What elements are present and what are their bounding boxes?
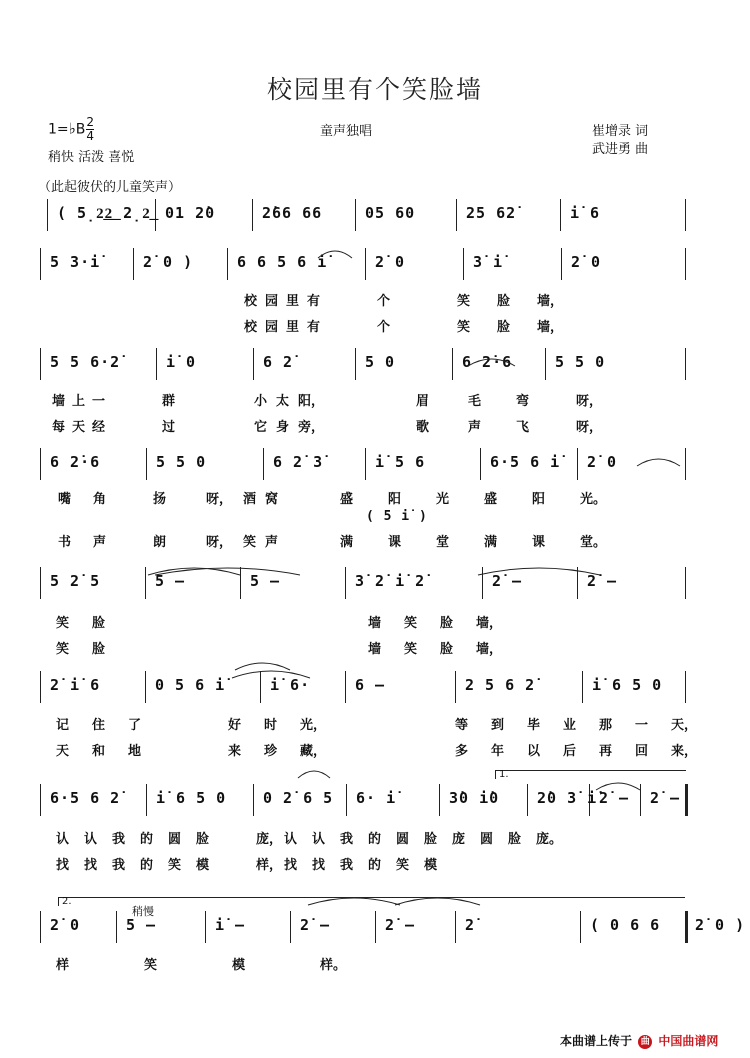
lyric-syllable: 身 [276,420,290,435]
lyric-syllable: 地 [128,744,142,759]
lyric-syllable: 脸 [497,320,511,335]
tie-arc [478,568,600,575]
slow-marking: 稍慢 [132,905,154,918]
lyric-syllable: 盛 [484,492,498,507]
measure-notes: 5 – [250,572,281,590]
measure-notes: 5 3·i̇ [50,253,101,271]
lyric-syllable: 笑 [144,958,158,973]
lyric-syllable: 满 [484,535,498,550]
measure-notes: 2̇ – [587,572,618,590]
key-prefix: 1= [48,121,69,138]
lyric-syllable: 的 [140,832,154,847]
measure-notes: 2̇ [465,916,476,934]
lyric-syllable: 认 [284,832,298,847]
lyric-syllable: 一 [92,394,106,409]
lyric-syllable: 的 [368,832,382,847]
measure-notes: ( 5̣2͟2͟ 2̣2͟ [57,204,151,222]
measure-notes: 2̇ – [385,916,416,934]
measure-notes: 6 2̇·6 [50,453,101,471]
lyric-syllable: 多 [455,744,469,759]
lyric-syllable: 书 [58,535,72,550]
lyric-syllable: 里 [286,320,300,335]
lyric-syllable: 到 [491,718,505,733]
tie-arc [395,898,480,905]
lyric-syllable: 认 [56,832,70,847]
measure-notes: 3̇ i̇ [473,253,504,271]
measure-notes: 5 5 0 [156,453,207,471]
lyric-syllable: 记 [56,718,70,733]
measure-notes: 5 0 [365,353,396,371]
lyric-syllable: 阳 [388,492,402,507]
measure-notes: 2̇0 3̇ i̇ [537,789,598,807]
measure-notes: 2̇ – [492,572,523,590]
lyric-syllable: 等 [455,718,469,733]
lyric-syllable: 墙 [368,616,382,631]
measure-notes: i̇ 6 [570,204,601,222]
measure-notes: 3̇ 2̇ i̇ 2̇ [355,572,426,590]
lyric-syllable: 园 [265,320,279,335]
intro-annotation: （此起彼伏的儿童笑声） [38,180,182,195]
lyric-syllable: 业 [563,718,577,733]
lyric-syllable: 毕 [527,718,541,733]
lyric-syllable: 声 [468,420,482,435]
measure-notes: 2̇ – [650,789,681,807]
lyric-syllable: 脸 [92,642,106,657]
lyric-syllable: 模 [424,858,438,873]
lyric-syllable: 光 [436,492,450,507]
lyric-syllable: 堂。 [580,535,607,550]
measure-notes: 3̇0 i̇0 [449,789,500,807]
lyric-syllable: 再 [599,744,613,759]
performance-type: 童声独唱 [320,124,373,139]
lyric-syllable: 呀， [206,535,233,550]
measure-notes: 6· i̇ [356,789,397,807]
lyric-syllable: 我 [340,832,354,847]
lyric-syllable: 笑 [168,858,182,873]
lyric-syllable: 光， [300,718,327,733]
lyric-syllable: 圆 [396,832,410,847]
lyric-syllable: 声 [93,535,107,550]
measure-notes: i̇ 5 6 [375,453,426,471]
lyric-syllable: 我 [112,832,126,847]
tie-arc [232,671,310,678]
lyric-syllable: 笑 [56,642,70,657]
lyric-syllable: 和 [92,744,106,759]
lyric-syllable: 庞。 [536,832,563,847]
lyric-syllable: 笑 [396,858,410,873]
lyric-syllable: 天 [56,744,70,759]
measure-notes: 6 6 5 6 i̇ [237,253,328,271]
measure-notes: i̇ 6 5 0 [592,676,663,694]
measure-notes: 2̇ 0 [587,453,618,471]
measure-notes: 2̇ – [599,789,630,807]
lyric-syllable: 眉 [416,394,430,409]
lyric-syllable: 阳 [532,492,546,507]
measure-notes: 01 2̇0 [165,204,216,222]
lyric-syllable: 天 [72,420,86,435]
lyric-syllable: 脸 [497,294,511,309]
tie-arc [298,771,330,778]
measure-notes: 2 5 6 2̇ [465,676,536,694]
lyric-syllable: 毛 [468,394,482,409]
lyric-syllable: 上 [72,394,86,409]
measure-notes: 0 5 6 i̇ [155,676,226,694]
lyric-syllable: 找 [56,858,70,873]
lyric-syllable: 找 [312,858,326,873]
alt-notes: ( 5 i̇ ) [366,509,428,524]
measure-notes: 6·5 6 i̇ [490,453,561,471]
measure-notes: 5 5 6·2̇ [50,353,121,371]
lyric-syllable: 小 [254,394,268,409]
lyric-syllable: 模 [196,858,210,873]
key-note: B [75,121,86,138]
measure-notes: 0 2̇ 6 5 [263,789,334,807]
time-bottom: 4 [86,129,94,143]
lyric-syllable: 墙， [537,294,564,309]
footer-prefix: 本曲谱上传于 [560,1034,633,1048]
lyric-syllable: 光。 [580,492,607,507]
tie-arc [468,359,515,366]
volta-2: 2. [58,897,685,906]
lyric-syllable: 它 [254,420,268,435]
tie-arc [235,663,290,670]
lyric-syllable: 声 [265,535,279,550]
lyric-syllable: 以 [527,744,541,759]
lyric-syllable: 认 [84,832,98,847]
lyric-syllable: 墙， [476,642,503,657]
lyric-syllable: 那 [599,718,613,733]
measure-notes: i̇ 0 [166,353,197,371]
lyric-syllable: 脸 [92,616,106,631]
lyric-syllable: 了 [128,718,142,733]
lyric-syllable: 的 [140,858,154,873]
lyric-syllable: 一 [635,718,649,733]
lyric-syllable: 笑 [457,320,471,335]
lyric-syllable: 弯 [516,394,530,409]
lyric-syllable: 角 [93,492,107,507]
lyric-syllable: 年 [491,744,505,759]
lyric-syllable: 扬 [153,492,167,507]
lyric-syllable: 认 [312,832,326,847]
lyric-syllable: 群 [162,394,176,409]
measure-notes: 6 2̇ 3̇ [273,453,324,471]
lyric-syllable: 笑 [404,616,418,631]
lyric-syllable: 找 [284,858,298,873]
measure-notes: 5 2̇ 5 [50,572,101,590]
flat-symbol: ♭ [68,119,76,138]
tie-arc [308,898,400,905]
lyric-syllable: 过 [162,420,176,435]
lyric-syllable: 嘴 [58,492,72,507]
lyric-syllable: 住 [92,718,106,733]
lyric-syllable: 个 [377,320,391,335]
lyric-syllable: 旁， [298,420,325,435]
lyric-syllable: 校 [244,320,258,335]
lyric-syllable: 个 [377,294,391,309]
measure-notes: 5 5 0 [555,353,606,371]
lyric-syllable: 太 [276,394,290,409]
lyric-syllable: 呀， [206,492,233,507]
lyric-syllable: 呀， [576,420,603,435]
lyric-syllable: 有 [307,294,321,309]
lyric-syllable: 圆 [480,832,494,847]
lyric-syllable: 盛 [340,492,354,507]
lyric-syllable: 脸 [508,832,522,847]
composer: 武进勇 曲 [592,142,649,157]
measure-notes: 2̇ – [300,916,331,934]
lyric-syllable: 天， [671,718,698,733]
tie-arc [596,783,640,790]
lyric-syllable: 模 [232,958,246,973]
measure-notes: 25 62̇ [466,204,517,222]
lyric-syllable: 脸 [440,642,454,657]
lyric-syllable: 酒 [243,492,257,507]
measure-notes: 2̇66 66 [262,204,323,222]
lyric-syllable: 歌 [416,420,430,435]
measure-notes: 2̇ 0 [50,916,81,934]
tie-arc [318,251,352,258]
lyric-syllable: 有 [307,320,321,335]
measure-notes: 6 – [355,676,386,694]
measure-notes: i̇ 6 5 0 [156,789,227,807]
lyric-syllable: 每 [52,420,66,435]
lyric-syllable: 我 [112,858,126,873]
lyric-syllable: 朗 [153,535,167,550]
lyric-syllable: 脸 [196,832,210,847]
lyric-syllable: 笑 [243,535,257,550]
measure-notes: 6 2̇·6 [462,353,513,371]
lyric-syllable: 笑 [457,294,471,309]
lyric-syllable: 样 [56,958,70,973]
measure-notes: 2̇ i̇ 6 [50,676,101,694]
measure-notes: 2̇ 0 ) [695,916,746,934]
lyric-syllable: 找 [84,858,98,873]
measure-notes: 2̇ 0 [571,253,602,271]
lyric-syllable: 笑 [404,642,418,657]
time-top: 2 [86,115,94,129]
lyric-syllable: 呀， [576,394,603,409]
lyric-syllable: 墙 [52,394,66,409]
lyric-syllable: 好 [228,718,242,733]
tie-arc [637,459,680,466]
measure-notes: 2̇ 0 [375,253,406,271]
lyric-syllable: 墙， [476,616,503,631]
lyric-syllable: 堂 [436,535,450,550]
lyric-syllable: 样， [256,858,283,873]
lyric-syllable: 脸 [440,616,454,631]
lyric-syllable: 后 [563,744,577,759]
lyric-syllable: 墙， [537,320,564,335]
lyric-syllable: 样。 [320,958,347,973]
lyric-syllable: 经 [92,420,106,435]
lyric-syllable: 校 [244,294,258,309]
lyric-syllable: 藏， [300,744,327,759]
lyric-syllable: 时 [264,718,278,733]
lyric-syllable: 珍 [264,744,278,759]
lyric-syllable: 庞， [256,832,283,847]
lyric-syllable: 庞 [452,832,466,847]
lyric-syllable: 里 [286,294,300,309]
lyricist: 崔增录 词 [592,124,649,139]
lyric-syllable: 来 [228,744,242,759]
lyric-syllable: 阳， [298,394,325,409]
site-logo-icon: 曲 [638,1035,652,1049]
measure-notes: 5 – [126,916,157,934]
tempo-marking: 稍快 活泼 喜悦 [48,150,135,165]
lyric-syllable: 圆 [168,832,182,847]
lyric-syllable: 墙 [368,642,382,657]
measure-notes: 6·5 6 2̇ [50,789,121,807]
lyric-syllable: 课 [388,535,402,550]
measure-notes: 5 – [155,572,186,590]
lyric-syllable: 的 [368,858,382,873]
lyric-syllable: 飞 [516,420,530,435]
measure-notes: i̇ – [215,916,246,934]
measure-notes: ( 0 6 6 [590,916,661,934]
measure-notes: 05 60 [365,204,416,222]
measure-notes: 2̇ 0 ) [143,253,194,271]
lyric-syllable: 来， [671,744,698,759]
measure-notes: 6 2̇ [263,353,294,371]
lyric-syllable: 我 [340,858,354,873]
lyric-syllable: 脸 [424,832,438,847]
site-name[interactable]: 中国曲谱网 [658,1034,719,1048]
lyric-syllable: 窝 [265,492,279,507]
lyric-syllable: 回 [635,744,649,759]
measure-notes: i̇ 6· [270,676,311,694]
lyric-syllable: 满 [340,535,354,550]
lyric-syllable: 课 [532,535,546,550]
lyric-syllable: 园 [265,294,279,309]
song-title: 校园里有个笑脸墙 [266,75,483,104]
lyric-syllable: 笑 [56,616,70,631]
volta-1: 1. [495,770,686,779]
